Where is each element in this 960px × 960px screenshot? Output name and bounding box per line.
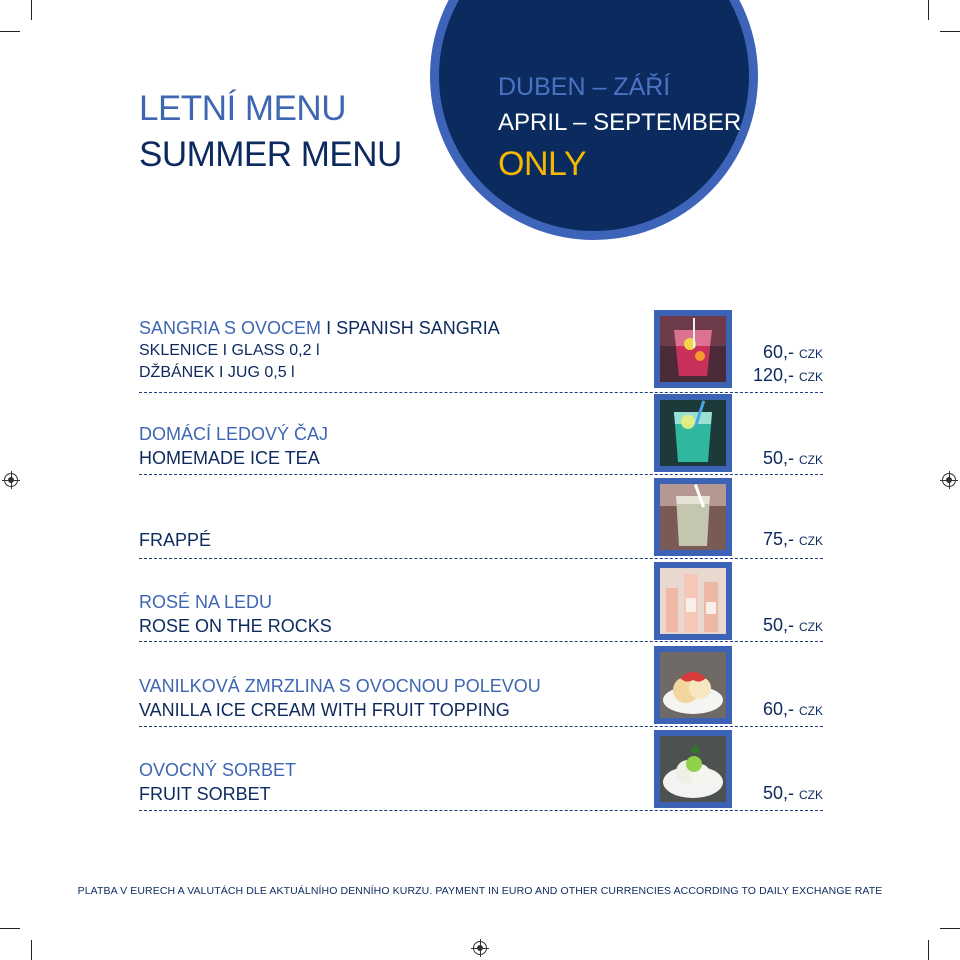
item-size-jug: DŽBÁNEK I JUG 0,5 l [139, 364, 295, 381]
crop-mark [928, 0, 929, 20]
item-size-glass: SKLENICE I GLASS 0,2 l [139, 342, 320, 359]
item-name-en: ROSE ON THE ROCKS [139, 616, 332, 636]
registration-mark-icon [4, 473, 18, 487]
item-price: 50,- CZK [762, 615, 823, 635]
dashed-divider [139, 726, 823, 727]
dashed-divider [139, 641, 823, 642]
ice-cream-photo [654, 646, 732, 724]
page-title [139, 86, 402, 178]
sangria-glass-photo [654, 310, 732, 388]
season-only: ONLY [498, 145, 587, 183]
item-name-cz: ROSÉ NA LEDU [139, 592, 273, 612]
registration-mark-icon [473, 941, 487, 955]
item-price: 50,- CZK [762, 783, 823, 803]
title-en: SUMMER MENU [139, 135, 402, 174]
item-price: 60,- CZK [762, 699, 823, 719]
registration-mark-icon [942, 473, 956, 487]
crop-mark [31, 0, 32, 20]
crop-mark [940, 31, 960, 32]
crop-mark [0, 31, 20, 32]
item-name-cz: DOMÁCÍ LEDOVÝ ČAJ [139, 424, 329, 444]
item-price: 75,- CZK [762, 529, 823, 549]
sorbet-photo [654, 730, 732, 808]
season-badge [498, 70, 741, 186]
crop-mark [928, 940, 929, 960]
title-cz: LETNÍ MENU [139, 89, 346, 128]
item-name-en: FRUIT SORBET [139, 784, 271, 804]
frappe-photo [654, 478, 732, 556]
payment-note: PLATBA V EURECH A VALUTÁCH DLE AKTUÁLNÍHO DENNÍHO KURZU. PAYMENT IN EURO AND OTHER CURRENCIES ACCORDING TO DAILY EXCHANGE RATE [77, 885, 883, 897]
crop-mark [0, 928, 20, 929]
dashed-divider [139, 810, 823, 811]
item-name-en: HOMEMADE ICE TEA [139, 448, 320, 468]
season-cz: DUBEN – ZÁŘÍ [498, 73, 671, 101]
item-name: SANGRIA S OVOCEM I SPANISH SANGRIA [139, 318, 500, 338]
item-name-cz: OVOCNÝ SORBET [139, 760, 297, 780]
item-name-en: VANILLA ICE CREAM WITH FRUIT TOPPING [139, 700, 510, 720]
item-price: 50,- CZK [762, 448, 823, 468]
dashed-divider [139, 558, 823, 559]
dashed-divider [139, 474, 823, 475]
price-jug: 120,- CZK [752, 365, 823, 385]
crop-mark [31, 940, 32, 960]
item-name-cz: VANILKOVÁ ZMRZLINA S OVOCNOU POLEVOU [139, 676, 541, 696]
crop-mark [940, 928, 960, 929]
price-glass: 60,- CZK [762, 342, 823, 362]
rose-wine-photo [654, 562, 732, 640]
dashed-divider [139, 392, 823, 393]
ice-tea-photo [654, 394, 732, 472]
item-name-en: FRAPPÉ [139, 530, 212, 550]
season-en: APRIL – SEPTEMBER [498, 109, 742, 136]
